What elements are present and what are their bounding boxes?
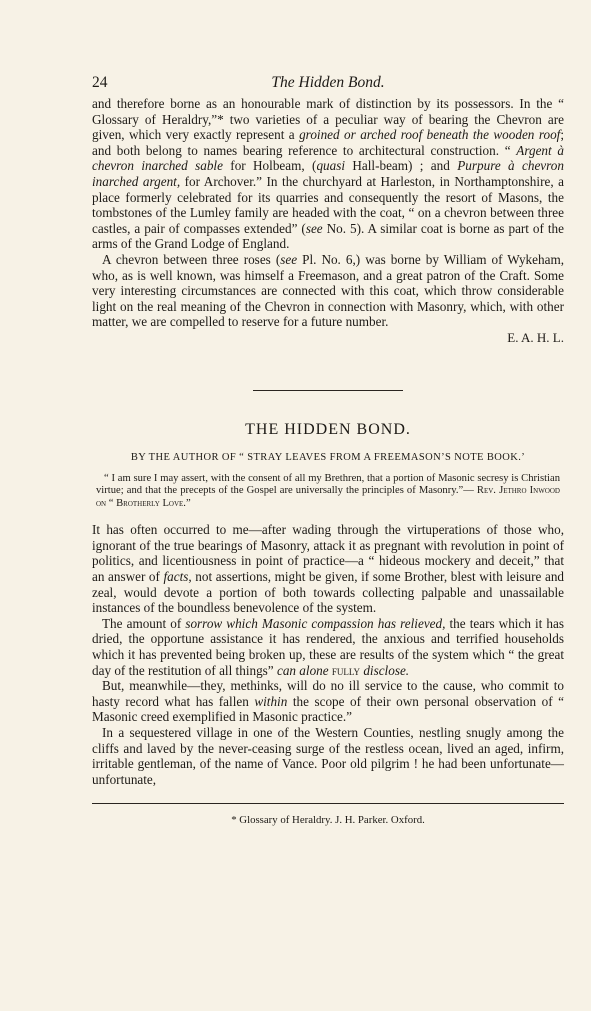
italic-run: see: [280, 251, 298, 267]
article-continuation: [92, 96, 564, 346]
paragraph: [92, 522, 564, 616]
epigraph: [92, 473, 564, 511]
italic-run: Argent à chevron inarched sable: [92, 142, 564, 174]
byline: BY THE AUTHOR OF “ STRAY LEAVES FROM A FREEMASON’S NOTE BOOK.’: [130, 451, 526, 463]
author-signature: E. A. H. L.: [507, 329, 564, 345]
italic-run: can alone: [276, 662, 332, 678]
italic-run: facts: [163, 569, 189, 585]
paragraph: [92, 616, 564, 678]
text-run: A chevron between three roses (: [102, 251, 281, 267]
text-run: The amount of: [102, 615, 186, 631]
text-run: But, meanwhile—they, methinks, will do no ill service to the cause, who commit to hasty record what has fallen: [92, 678, 564, 709]
paragraph: [92, 252, 564, 330]
epigraph-text: [96, 473, 560, 511]
text-run: for Holbeam, (: [222, 158, 317, 174]
text-run: Hall-beam) ; and: [345, 158, 458, 174]
running-head: [92, 74, 564, 96]
running-title: The Hidden Bond.: [271, 74, 385, 91]
paragraph: In a sequestered village in one of the Western Counties, nestling snugly among the cliffs and laved by the never-ceasing surge of the restless ocean, lived an aged, infirm, irritable gentleman, of the name of Vance. Poor old pilgrim ! he had been unfortunate—unfortunate,: [92, 725, 564, 787]
italic-run: within: [254, 693, 288, 709]
article-body: [92, 522, 564, 787]
text-run: the scope of their own personal observation of “ Masonic creed exemplified in Masonic practice.”: [92, 693, 564, 725]
paragraph: [92, 96, 564, 252]
italic-run: see: [305, 220, 323, 236]
article-title: THE HIDDEN BOND.: [245, 420, 411, 438]
text-run: No. 5). A similar coat is borne as part of the arms of the Grand Lodge of England.: [92, 220, 564, 252]
footnote: * Glossary of Heraldry. J. H. Parker. Oxford.: [231, 814, 425, 827]
page-number: 24: [92, 74, 108, 91]
text-run: , not assertions, might be given, if some Brother, blest with leisure and zeal, would devote a portion of both towards collecting palpable and unassailable instances of the boundless benevolence of the system.: [92, 569, 565, 616]
italic-run: disclose.: [360, 662, 410, 678]
paragraph: [92, 678, 564, 725]
text-run: for Archover.” In the churchyard at Harleston, in Northamptonshire, a place formerly celebrated for its quarries and consequently the resort of Masons, the tombstones of the Lumley family are headed with the coat, “ on a chevron between three castles, a pair of compasses extended” (: [92, 173, 564, 236]
italic-run: groined or arched roof beneath the wooden roof: [299, 127, 561, 143]
text-run: “ I am sure I may assert, with the consent of all my Brethren, that a portion of Masonic secresy is Christian virtue; and that the precepts of the Gospel are universally the principles of Masonry.”—: [96, 472, 560, 497]
footnote-ref-text: * two varieties of a peculiar way of bearing the Chevron are given, which very exactly represent a: [92, 111, 564, 143]
text-run: ; and both belong to names bearing reference to architectural construction. “: [92, 127, 564, 158]
text-run: and therefore borne as an honourable mark of distinction by its possessors. In the “ Glossary of Heraldry,”: [92, 96, 564, 127]
text-run: the tears which it has dried, the opportune assistance it has rendered, the anxious and terrified households which it has prevented being broken up, these are results of the system which “ the great day of the restitution of all things”: [92, 615, 564, 678]
italic-run: quasi: [316, 158, 346, 174]
italic-run: sorrow which Masonic compassion has relieved,: [185, 615, 446, 631]
text-run: Pl. No. 6,) was borne by William of Wykeham, who, as is well known, was himself a Freemason, and a great patron of the Craft. Some very interesting circumstances are connected with this coat, which throw considerable light on the real meaning of the Chevron in connection with Masonry, which, with other matter, we are compelled to reserve for a future number.: [92, 251, 564, 330]
footnote-rule: [92, 803, 564, 804]
text-run: It has often occurred to me—after wading through the virtuperations of those who, ignorant of the true bearings of Masonry, attack it as pregnant with revolution in point of politics, and licentiousness in point of practice—a “ hideous mockery and deceit,” that an answer of: [92, 522, 564, 585]
small-caps-run: fully: [331, 662, 361, 678]
section-divider: [253, 390, 403, 391]
italic-run: Purpure à chevron inarched argent,: [92, 158, 564, 189]
book-page: [92, 74, 564, 826]
epigraph-attribution: Rev. Jethro Inwood on “ Brotherly Love.”: [96, 485, 560, 509]
